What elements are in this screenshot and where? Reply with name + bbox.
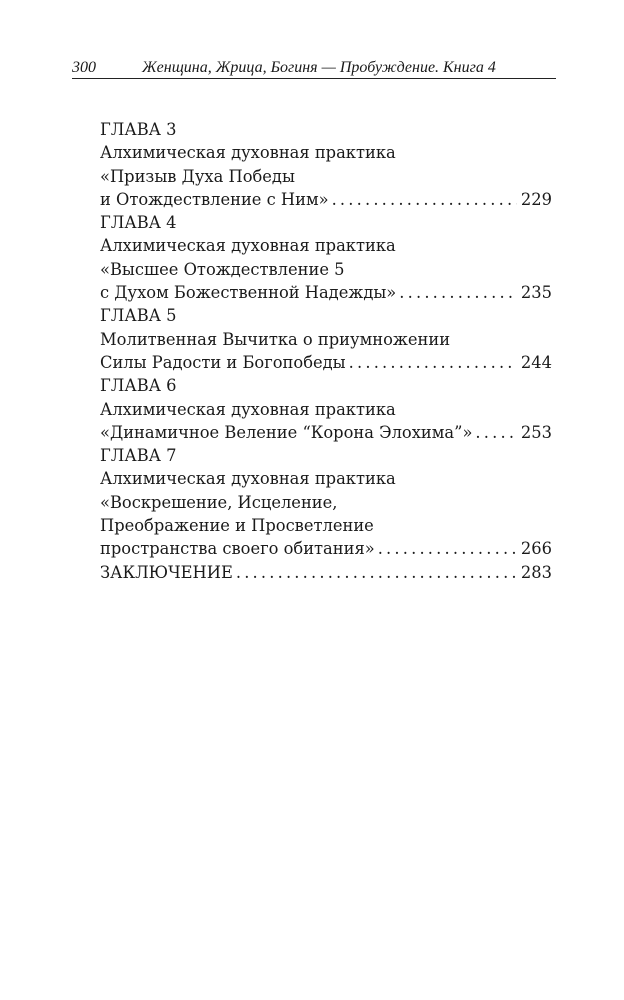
toc-chapter-heading: ГЛАВА 3 [100,120,177,139]
toc-entry-line: Алхимическая духовная практика [100,236,396,256]
toc-entry-last-line[interactable]: «Динамичное Веление “Корона Элохима”» . . . 253 [100,421,552,444]
leader-dots [399,281,517,304]
toc-chapter-heading: ГЛАВА 7 [100,446,177,466]
toc-entry-line: Алхимическая духовная практика [100,399,396,419]
leader-dots [378,537,517,560]
toc-conclusion[interactable]: ЗАКЛЮЧЕНИЕ . . . 283 [100,561,552,584]
running-header [72,58,556,79]
toc-page-number: 253 [520,422,552,442]
toc-entry-last-line[interactable]: Силы Радости и Богопобеды . . . 244 [100,351,552,374]
leader-dots [236,561,517,584]
leader-dots [349,351,517,374]
toc-page-number: 235 [520,283,552,303]
toc-entry-line: «Высшее Отождествление 5 [100,259,345,279]
page-number: 300 [72,59,96,76]
toc-entry-last-line[interactable]: и Отождествление с Ним» . . . 229 [100,188,552,211]
toc-entry-line: Молитвенная Вычитка о приумножении [100,329,451,349]
leader-dots [475,421,517,444]
toc-page-number: 266 [520,539,552,559]
running-title: Женщина, Жрица, Богиня — Пробуждение. Книга 4 [142,59,496,76]
toc-entry-line: Алхимическая духовная практика [100,143,396,163]
toc-page-number: 229 [520,189,552,209]
toc-entry-last-line[interactable]: с Духом Божественной Надежды» . . . 235 [100,281,552,304]
leader-dots [332,188,517,211]
toc-page-number: 283 [520,562,552,582]
table-of-contents [100,118,552,584]
toc-entry-line: Алхимическая духовная практика [100,469,396,489]
toc-chapter-heading: ГЛАВА 6 [100,376,177,396]
toc-entry-line: «Воскрешение, Исцеление, [100,492,338,512]
toc-chapter-heading: ГЛАВА 5 [100,306,177,326]
toc-chapter-heading: ГЛАВА 4 [100,213,177,233]
toc-entry-last-line[interactable]: пространства своего обитания» . . . 266 [100,537,552,560]
toc-page-number: 244 [520,352,552,372]
toc-entry-line: «Призыв Духа Победы [100,166,295,186]
toc-entry-line: Преображение и Просветление [100,516,374,536]
